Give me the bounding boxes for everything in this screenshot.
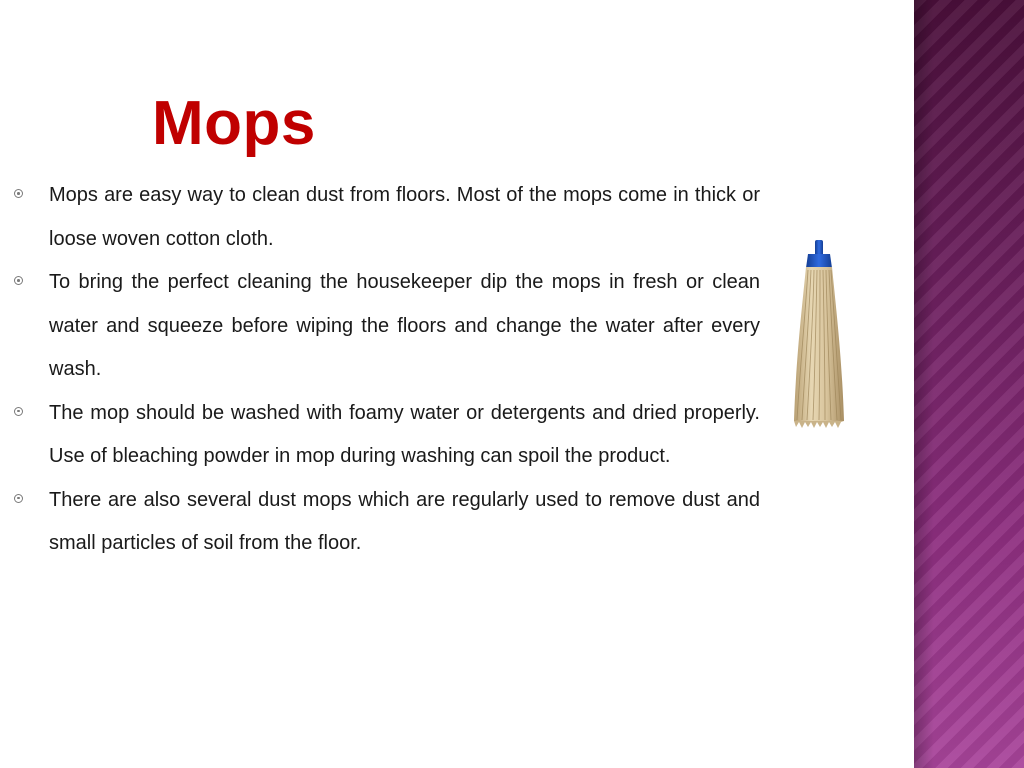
bullet-text: To bring the perfect cleaning the housekeeper dip the mops in fresh or clean water and squeeze before wiping the floors and change the water after every wash.: [49, 271, 760, 380]
side-bar-shade: [914, 0, 1024, 768]
bullet-text: Mops are easy way to clean dust from floors. Most of the mops come in thick or loose woven cotton cloth.: [49, 184, 760, 250]
bullet-marker-icon: [14, 189, 23, 198]
bullet-marker-icon: [14, 407, 23, 416]
slide-title: Mops: [152, 89, 316, 158]
side-decoration-bar: [914, 0, 1024, 768]
bullet-text: There are also several dust mops which are regularly used to remove dust and small particles of soil from the floor.: [49, 488, 760, 554]
bullet-list: [14, 174, 760, 566]
bullet-item: [14, 479, 760, 566]
bullet-item: [14, 261, 760, 392]
bullet-item: [14, 392, 760, 479]
bullet-marker-icon: [14, 276, 23, 285]
bullet-marker-icon: [14, 494, 23, 503]
bullet-item: [14, 174, 760, 261]
mop-icon: [786, 238, 852, 428]
bullet-text: The mop should be washed with foamy water or detergents and dried properly. Use of bleaching powder in mop during washing can spoil the product.: [49, 401, 760, 467]
